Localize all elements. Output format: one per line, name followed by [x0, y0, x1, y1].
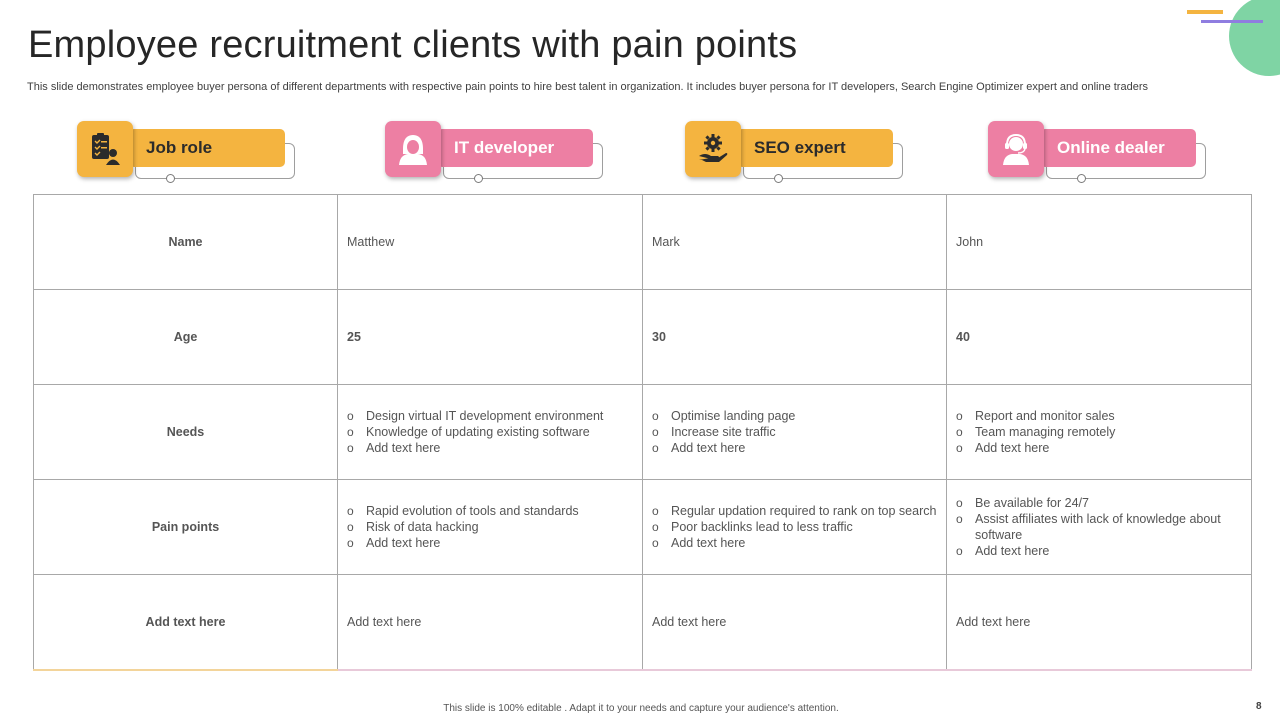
list-item: o Increase site traffic — [652, 424, 937, 440]
row-header-needs: Needs — [34, 385, 338, 480]
card-label: IT developer — [437, 129, 593, 167]
list-item: o Add text here — [347, 440, 633, 456]
list-item: o Add text here — [652, 440, 937, 456]
page-title: Employee recruitment clients with pain points — [28, 24, 798, 66]
footer-note: This slide is 100% editable . Adapt it to your needs and capture your audience's attention. — [443, 703, 839, 714]
table-cell: 25 — [338, 290, 643, 385]
table-cell: Add text here — [643, 575, 947, 670]
page-subtitle: This slide demonstrates employee buyer persona of different departments with respective pain points to hire best talent in organization. It includes buyer persona for IT developers, Search Engine Optimizer expert and online traders — [27, 81, 1148, 93]
bullet-list — [347, 503, 633, 551]
table-cell: 40 — [947, 290, 1252, 385]
bullet-list — [652, 408, 937, 456]
table-cell: Add text here — [947, 575, 1252, 670]
table-row — [34, 195, 1252, 290]
list-item: o Add text here — [347, 535, 633, 551]
card-job-role — [77, 121, 303, 181]
checklist-person-icon — [77, 121, 133, 177]
table-cell — [947, 480, 1252, 575]
list-item: o Add text here — [956, 440, 1242, 456]
connector-dot — [1077, 174, 1086, 183]
gear-hand-icon — [685, 121, 741, 177]
connector-dot — [166, 174, 175, 183]
card-label: SEO expert — [737, 129, 893, 167]
table-cell — [338, 385, 643, 480]
table-row — [34, 575, 1252, 670]
connector-dot — [774, 174, 783, 183]
table-cell — [643, 480, 947, 575]
list-item: o Report and monitor sales — [956, 408, 1242, 424]
row-header-add-text: Add text here — [34, 575, 338, 670]
list-item: o Risk of data hacking — [347, 519, 633, 535]
table-cell: John — [947, 195, 1252, 290]
bullet-list — [956, 495, 1242, 559]
card-label: Job role — [129, 129, 285, 167]
bullet-list — [652, 503, 937, 551]
table-cell: Mark — [643, 195, 947, 290]
table-cell: Add text here — [338, 575, 643, 670]
page-number: 8 — [1256, 701, 1262, 712]
list-item: o Knowledge of updating existing software — [347, 424, 633, 440]
persona-table — [33, 194, 1252, 671]
bullet-list — [956, 408, 1242, 456]
card-online-dealer — [988, 121, 1214, 181]
card-label: Online dealer — [1040, 129, 1196, 167]
hooded-developer-icon — [385, 121, 441, 177]
table-cell: 30 — [643, 290, 947, 385]
card-seo-expert — [685, 121, 911, 181]
card-it-developer — [385, 121, 611, 181]
table-cell — [947, 385, 1252, 480]
list-item: o Team managing remotely — [956, 424, 1242, 440]
list-item: o Poor backlinks lead to less traffic — [652, 519, 937, 535]
list-item: o Rapid evolution of tools and standards — [347, 503, 633, 519]
row-header-age: Age — [34, 290, 338, 385]
row-header-name: Name — [34, 195, 338, 290]
list-item: o Be available for 24/7 — [956, 495, 1242, 511]
connector-dot — [474, 174, 483, 183]
table-row — [34, 290, 1252, 385]
list-item: o Design virtual IT development environment — [347, 408, 633, 424]
list-item: o Optimise landing page — [652, 408, 937, 424]
decorative-circle — [1229, 0, 1280, 76]
table-row — [34, 480, 1252, 575]
table-cell: Matthew — [338, 195, 643, 290]
list-item: o Add text here — [956, 543, 1242, 559]
table-cell — [338, 480, 643, 575]
decorative-line-purple — [1201, 20, 1263, 23]
list-item: o Add text here — [652, 535, 937, 551]
list-item: o Assist affiliates with lack of knowledge about software — [956, 511, 1242, 543]
table-cell — [643, 385, 947, 480]
decorative-line-orange — [1187, 10, 1223, 14]
headset-agent-icon — [988, 121, 1044, 177]
list-item: o Regular updation required to rank on top search — [652, 503, 937, 519]
bullet-list — [347, 408, 633, 456]
row-header-pain-points: Pain points — [34, 480, 338, 575]
table-row — [34, 385, 1252, 480]
